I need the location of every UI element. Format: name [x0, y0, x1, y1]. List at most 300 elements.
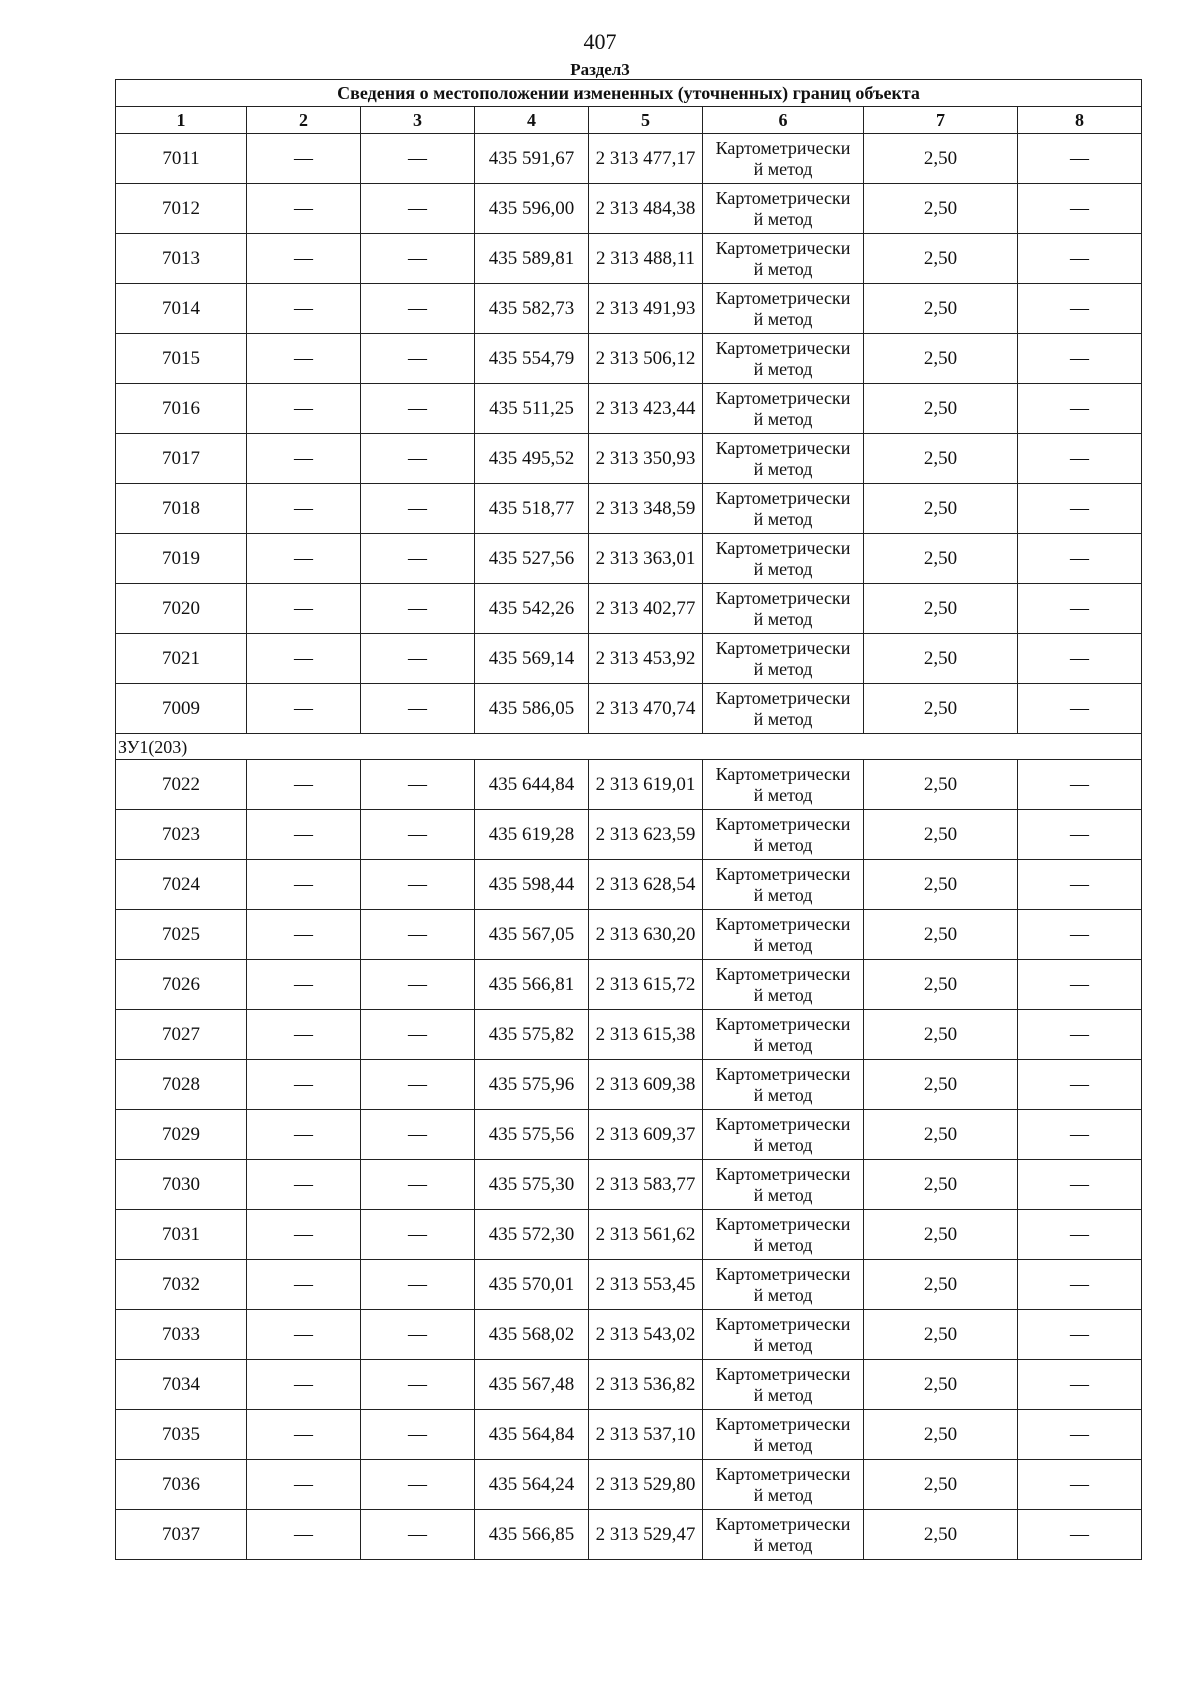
empty-dash-cell: — [1018, 1010, 1142, 1060]
y-coordinate-cell: 2 313 630,20 [589, 910, 703, 960]
method-cell [703, 1010, 864, 1060]
empty-dash-cell: — [361, 1310, 475, 1360]
method-line-1: Картометрически [715, 487, 851, 508]
empty-dash-cell: — [247, 1510, 361, 1560]
point-number-cell: 7030 [116, 1160, 247, 1210]
method-line-1: Картометрически [715, 437, 851, 458]
method-line-1: Картометрически [715, 237, 851, 258]
x-coordinate-cell: 435 575,56 [475, 1110, 589, 1160]
empty-dash-cell: — [361, 810, 475, 860]
point-number-cell: 7023 [116, 810, 247, 860]
x-coordinate-cell: 435 527,56 [475, 534, 589, 584]
table-row [116, 1160, 1142, 1210]
table-row [116, 584, 1142, 634]
method-cell [703, 234, 864, 284]
method-line-2: й метод [753, 1484, 813, 1505]
point-number-cell: 7037 [116, 1510, 247, 1560]
table-row [116, 1510, 1142, 1560]
accuracy-cell: 2,50 [864, 684, 1018, 734]
x-coordinate-cell: 435 575,96 [475, 1060, 589, 1110]
x-coordinate-cell: 435 570,01 [475, 1260, 589, 1310]
x-coordinate-cell: 435 569,14 [475, 634, 589, 684]
method-line-2: й метод [753, 784, 813, 805]
accuracy-cell: 2,50 [864, 1310, 1018, 1360]
method-cell [703, 1160, 864, 1210]
method-line-2: й метод [753, 1234, 813, 1255]
method-cell [703, 810, 864, 860]
table-row [116, 1110, 1142, 1160]
point-number-cell: 7028 [116, 1060, 247, 1110]
method-cell [703, 584, 864, 634]
y-coordinate-cell: 2 313 488,11 [589, 234, 703, 284]
method-cell [703, 860, 864, 910]
x-coordinate-cell: 435 564,24 [475, 1460, 589, 1510]
table-row [116, 234, 1142, 284]
empty-dash-cell: — [1018, 534, 1142, 584]
accuracy-cell: 2,50 [864, 1410, 1018, 1460]
method-line-2: й метод [753, 258, 813, 279]
y-coordinate-cell: 2 313 536,82 [589, 1360, 703, 1410]
method-cell [703, 910, 864, 960]
column-header-1: 1 [116, 107, 247, 134]
empty-dash-cell: — [361, 534, 475, 584]
x-coordinate-cell: 435 572,30 [475, 1210, 589, 1260]
accuracy-cell: 2,50 [864, 910, 1018, 960]
empty-dash-cell: — [247, 234, 361, 284]
empty-dash-cell: — [361, 484, 475, 534]
table-row [116, 184, 1142, 234]
empty-dash-cell: — [247, 634, 361, 684]
y-coordinate-cell: 2 313 402,77 [589, 584, 703, 634]
method-line-2: й метод [753, 308, 813, 329]
y-coordinate-cell: 2 313 537,10 [589, 1410, 703, 1460]
y-coordinate-cell: 2 313 615,72 [589, 960, 703, 1010]
y-coordinate-cell: 2 313 470,74 [589, 684, 703, 734]
x-coordinate-cell: 435 582,73 [475, 284, 589, 334]
method-cell [703, 960, 864, 1010]
empty-dash-cell: — [1018, 910, 1142, 960]
empty-dash-cell: — [361, 1210, 475, 1260]
accuracy-cell: 2,50 [864, 584, 1018, 634]
accuracy-cell: 2,50 [864, 434, 1018, 484]
y-coordinate-cell: 2 313 529,47 [589, 1510, 703, 1560]
empty-dash-cell: — [361, 1460, 475, 1510]
accuracy-cell: 2,50 [864, 1510, 1018, 1560]
method-line-1: Картометрически [715, 1113, 851, 1134]
method-line-1: Картометрически [715, 1413, 851, 1434]
group-row [116, 734, 1142, 760]
column-header-4: 4 [475, 107, 589, 134]
empty-dash-cell: — [361, 334, 475, 384]
accuracy-cell: 2,50 [864, 1360, 1018, 1410]
table-row [116, 384, 1142, 434]
empty-dash-cell: — [361, 434, 475, 484]
method-line-1: Картометрически [715, 1513, 851, 1534]
method-cell [703, 760, 864, 810]
empty-dash-cell: — [361, 384, 475, 434]
empty-dash-cell: — [247, 1210, 361, 1260]
y-coordinate-cell: 2 313 529,80 [589, 1460, 703, 1510]
method-cell [703, 1510, 864, 1560]
section-label: Раздел3 [570, 60, 630, 79]
point-number-cell: 7035 [116, 1410, 247, 1460]
table-caption: Сведения о местоположении измененных (уточненных) границ объекта [116, 80, 1142, 107]
empty-dash-cell: — [1018, 1260, 1142, 1310]
empty-dash-cell: — [361, 1510, 475, 1560]
method-cell [703, 1210, 864, 1260]
empty-dash-cell: — [1018, 1360, 1142, 1410]
empty-dash-cell: — [361, 134, 475, 184]
y-coordinate-cell: 2 313 561,62 [589, 1210, 703, 1260]
empty-dash-cell: — [247, 384, 361, 434]
empty-dash-cell: — [361, 1260, 475, 1310]
method-cell [703, 534, 864, 584]
method-line-2: й метод [753, 208, 813, 229]
empty-dash-cell: — [1018, 1310, 1142, 1360]
method-line-1: Картометрически [715, 863, 851, 884]
empty-dash-cell: — [1018, 134, 1142, 184]
method-line-1: Картометрически [715, 1363, 851, 1384]
x-coordinate-cell: 435 644,84 [475, 760, 589, 810]
y-coordinate-cell: 2 313 363,01 [589, 534, 703, 584]
method-line-1: Картометрически [715, 963, 851, 984]
method-line-2: й метод [753, 558, 813, 579]
method-line-2: й метод [753, 508, 813, 529]
method-cell [703, 284, 864, 334]
method-cell [703, 1260, 864, 1310]
table-row [116, 434, 1142, 484]
method-line-1: Картометрически [715, 287, 851, 308]
method-line-2: й метод [753, 708, 813, 729]
empty-dash-cell: — [361, 234, 475, 284]
point-number-cell: 7029 [116, 1110, 247, 1160]
point-number-cell: 7012 [116, 184, 247, 234]
table-caption-row [116, 80, 1142, 107]
point-number-cell: 7009 [116, 684, 247, 734]
x-coordinate-cell: 435 554,79 [475, 334, 589, 384]
empty-dash-cell: — [247, 684, 361, 734]
empty-dash-cell: — [247, 1410, 361, 1460]
method-line-2: й метод [753, 608, 813, 629]
point-number-cell: 7022 [116, 760, 247, 810]
empty-dash-cell: — [247, 584, 361, 634]
method-line-1: Картометрически [715, 763, 851, 784]
point-number-cell: 7031 [116, 1210, 247, 1260]
method-line-2: й метод [753, 1084, 813, 1105]
empty-dash-cell: — [361, 1060, 475, 1110]
point-number-cell: 7024 [116, 860, 247, 910]
method-cell [703, 1360, 864, 1410]
empty-dash-cell: — [247, 1010, 361, 1060]
accuracy-cell: 2,50 [864, 860, 1018, 910]
empty-dash-cell: — [361, 684, 475, 734]
empty-dash-cell: — [1018, 1410, 1142, 1460]
method-cell [703, 334, 864, 384]
method-line-1: Картометрически [715, 687, 851, 708]
table-row [116, 760, 1142, 810]
method-line-1: Картометрически [715, 587, 851, 608]
table-row [116, 960, 1142, 1010]
point-number-cell: 7034 [116, 1360, 247, 1410]
x-coordinate-cell: 435 598,44 [475, 860, 589, 910]
x-coordinate-cell: 435 589,81 [475, 234, 589, 284]
coordinates-table [115, 79, 1142, 1560]
empty-dash-cell: — [1018, 284, 1142, 334]
empty-dash-cell: — [247, 434, 361, 484]
method-line-1: Картометрически [715, 537, 851, 558]
table-row [116, 484, 1142, 534]
empty-dash-cell: — [1018, 1460, 1142, 1510]
empty-dash-cell: — [361, 1410, 475, 1460]
empty-dash-cell: — [247, 760, 361, 810]
method-line-2: й метод [753, 1434, 813, 1455]
empty-dash-cell: — [247, 960, 361, 1010]
method-cell [703, 684, 864, 734]
method-line-2: й метод [753, 1384, 813, 1405]
empty-dash-cell: — [1018, 384, 1142, 434]
point-number-cell: 7014 [116, 284, 247, 334]
empty-dash-cell: — [361, 860, 475, 910]
method-line-1: Картометрически [715, 1313, 851, 1334]
empty-dash-cell: — [247, 1260, 361, 1310]
column-header-6: 6 [703, 107, 864, 134]
method-line-1: Картометрически [715, 337, 851, 358]
method-cell [703, 1310, 864, 1360]
empty-dash-cell: — [361, 760, 475, 810]
table-row [116, 634, 1142, 684]
empty-dash-cell: — [247, 1310, 361, 1360]
method-line-2: й метод [753, 934, 813, 955]
point-number-cell: 7021 [116, 634, 247, 684]
column-header-8: 8 [1018, 107, 1142, 134]
accuracy-cell: 2,50 [864, 960, 1018, 1010]
empty-dash-cell: — [1018, 634, 1142, 684]
point-number-cell: 7018 [116, 484, 247, 534]
point-number-cell: 7016 [116, 384, 247, 434]
column-header-2: 2 [247, 107, 361, 134]
point-number-cell: 7019 [116, 534, 247, 584]
method-cell [703, 634, 864, 684]
empty-dash-cell: — [1018, 860, 1142, 910]
method-cell [703, 384, 864, 434]
method-line-2: й метод [753, 358, 813, 379]
x-coordinate-cell: 435 591,67 [475, 134, 589, 184]
table-row [116, 1060, 1142, 1110]
method-line-2: й метод [753, 1034, 813, 1055]
method-line-1: Картометрически [715, 187, 851, 208]
x-coordinate-cell: 435 566,85 [475, 1510, 589, 1560]
empty-dash-cell: — [1018, 434, 1142, 484]
accuracy-cell: 2,50 [864, 134, 1018, 184]
method-cell [703, 134, 864, 184]
method-line-2: й метод [753, 158, 813, 179]
table-row [116, 860, 1142, 910]
table-row [116, 134, 1142, 184]
method-line-1: Картометрически [715, 813, 851, 834]
table-body [116, 80, 1142, 1560]
y-coordinate-cell: 2 313 477,17 [589, 134, 703, 184]
group-label: ЗУ1(203) [116, 734, 1142, 760]
method-line-1: Картометрически [715, 637, 851, 658]
method-cell [703, 1410, 864, 1460]
method-line-1: Картометрически [715, 1263, 851, 1284]
empty-dash-cell: — [361, 184, 475, 234]
empty-dash-cell: — [1018, 684, 1142, 734]
y-coordinate-cell: 2 313 609,38 [589, 1060, 703, 1110]
empty-dash-cell: — [361, 960, 475, 1010]
accuracy-cell: 2,50 [864, 184, 1018, 234]
method-line-2: й метод [753, 1284, 813, 1305]
y-coordinate-cell: 2 313 506,12 [589, 334, 703, 384]
x-coordinate-cell: 435 567,05 [475, 910, 589, 960]
method-line-1: Картометрически [715, 1013, 851, 1034]
table-row [116, 334, 1142, 384]
empty-dash-cell: — [247, 134, 361, 184]
method-line-1: Картометрически [715, 1163, 851, 1184]
empty-dash-cell: — [247, 534, 361, 584]
empty-dash-cell: — [247, 1060, 361, 1110]
table-row [116, 810, 1142, 860]
x-coordinate-cell: 435 495,52 [475, 434, 589, 484]
method-cell [703, 1060, 864, 1110]
point-number-cell: 7020 [116, 584, 247, 634]
x-coordinate-cell: 435 564,84 [475, 1410, 589, 1460]
table-row [116, 1410, 1142, 1460]
empty-dash-cell: — [1018, 184, 1142, 234]
point-number-cell: 7032 [116, 1260, 247, 1310]
point-number-cell: 7026 [116, 960, 247, 1010]
method-cell [703, 184, 864, 234]
accuracy-cell: 2,50 [864, 384, 1018, 434]
point-number-cell: 7013 [116, 234, 247, 284]
y-coordinate-cell: 2 313 491,93 [589, 284, 703, 334]
method-line-2: й метод [753, 1184, 813, 1205]
page-number: 407 [583, 29, 617, 54]
accuracy-cell: 2,50 [864, 334, 1018, 384]
method-cell [703, 1110, 864, 1160]
method-line-1: Картометрически [715, 1063, 851, 1084]
empty-dash-cell: — [247, 284, 361, 334]
point-number-cell: 7033 [116, 1310, 247, 1360]
y-coordinate-cell: 2 313 623,59 [589, 810, 703, 860]
empty-dash-cell: — [1018, 334, 1142, 384]
accuracy-cell: 2,50 [864, 1260, 1018, 1310]
empty-dash-cell: — [247, 484, 361, 534]
accuracy-cell: 2,50 [864, 1210, 1018, 1260]
y-coordinate-cell: 2 313 628,54 [589, 860, 703, 910]
empty-dash-cell: — [247, 910, 361, 960]
x-coordinate-cell: 435 575,82 [475, 1010, 589, 1060]
empty-dash-cell: — [247, 1460, 361, 1510]
point-number-cell: 7011 [116, 134, 247, 184]
accuracy-cell: 2,50 [864, 1110, 1018, 1160]
y-coordinate-cell: 2 313 543,02 [589, 1310, 703, 1360]
empty-dash-cell: — [361, 634, 475, 684]
empty-dash-cell: — [1018, 810, 1142, 860]
method-line-1: Картометрически [715, 137, 851, 158]
table-row [116, 1360, 1142, 1410]
accuracy-cell: 2,50 [864, 810, 1018, 860]
table-row [116, 1460, 1142, 1510]
x-coordinate-cell: 435 511,25 [475, 384, 589, 434]
x-coordinate-cell: 435 596,00 [475, 184, 589, 234]
empty-dash-cell: — [1018, 1160, 1142, 1210]
accuracy-cell: 2,50 [864, 484, 1018, 534]
empty-dash-cell: — [361, 284, 475, 334]
y-coordinate-cell: 2 313 609,37 [589, 1110, 703, 1160]
empty-dash-cell: — [1018, 1060, 1142, 1110]
column-header-7: 7 [864, 107, 1018, 134]
table-row [116, 910, 1142, 960]
method-line-2: й метод [753, 984, 813, 1005]
table-row [116, 1010, 1142, 1060]
point-number-cell: 7027 [116, 1010, 247, 1060]
column-header-3: 3 [361, 107, 475, 134]
y-coordinate-cell: 2 313 484,38 [589, 184, 703, 234]
accuracy-cell: 2,50 [864, 634, 1018, 684]
empty-dash-cell: — [247, 334, 361, 384]
column-header-5: 5 [589, 107, 703, 134]
y-coordinate-cell: 2 313 619,01 [589, 760, 703, 810]
empty-dash-cell: — [361, 1010, 475, 1060]
accuracy-cell: 2,50 [864, 534, 1018, 584]
y-coordinate-cell: 2 313 423,44 [589, 384, 703, 434]
method-cell [703, 434, 864, 484]
x-coordinate-cell: 435 586,05 [475, 684, 589, 734]
point-number-cell: 7036 [116, 1460, 247, 1510]
empty-dash-cell: — [361, 1110, 475, 1160]
x-coordinate-cell: 435 568,02 [475, 1310, 589, 1360]
empty-dash-cell: — [1018, 484, 1142, 534]
point-number-cell: 7015 [116, 334, 247, 384]
x-coordinate-cell: 435 575,30 [475, 1160, 589, 1210]
accuracy-cell: 2,50 [864, 760, 1018, 810]
accuracy-cell: 2,50 [864, 1060, 1018, 1110]
empty-dash-cell: — [1018, 234, 1142, 284]
method-line-1: Картометрически [715, 913, 851, 934]
table-row [116, 1310, 1142, 1360]
point-number-cell: 7025 [116, 910, 247, 960]
table-row [116, 1210, 1142, 1260]
empty-dash-cell: — [361, 1160, 475, 1210]
method-line-2: й метод [753, 1134, 813, 1155]
empty-dash-cell: — [1018, 1210, 1142, 1260]
empty-dash-cell: — [247, 810, 361, 860]
accuracy-cell: 2,50 [864, 1010, 1018, 1060]
method-line-2: й метод [753, 834, 813, 855]
y-coordinate-cell: 2 313 583,77 [589, 1160, 703, 1210]
method-line-1: Картометрически [715, 387, 851, 408]
empty-dash-cell: — [247, 184, 361, 234]
empty-dash-cell: — [247, 1360, 361, 1410]
x-coordinate-cell: 435 518,77 [475, 484, 589, 534]
accuracy-cell: 2,50 [864, 284, 1018, 334]
method-line-1: Картометрически [715, 1463, 851, 1484]
table-row [116, 284, 1142, 334]
method-line-2: й метод [753, 1534, 813, 1555]
x-coordinate-cell: 435 566,81 [475, 960, 589, 1010]
point-number-cell: 7017 [116, 434, 247, 484]
y-coordinate-cell: 2 313 350,93 [589, 434, 703, 484]
y-coordinate-cell: 2 313 615,38 [589, 1010, 703, 1060]
table-row [116, 534, 1142, 584]
method-line-2: й метод [753, 458, 813, 479]
method-cell [703, 484, 864, 534]
y-coordinate-cell: 2 313 453,92 [589, 634, 703, 684]
method-line-2: й метод [753, 884, 813, 905]
y-coordinate-cell: 2 313 348,59 [589, 484, 703, 534]
method-line-2: й метод [753, 1334, 813, 1355]
